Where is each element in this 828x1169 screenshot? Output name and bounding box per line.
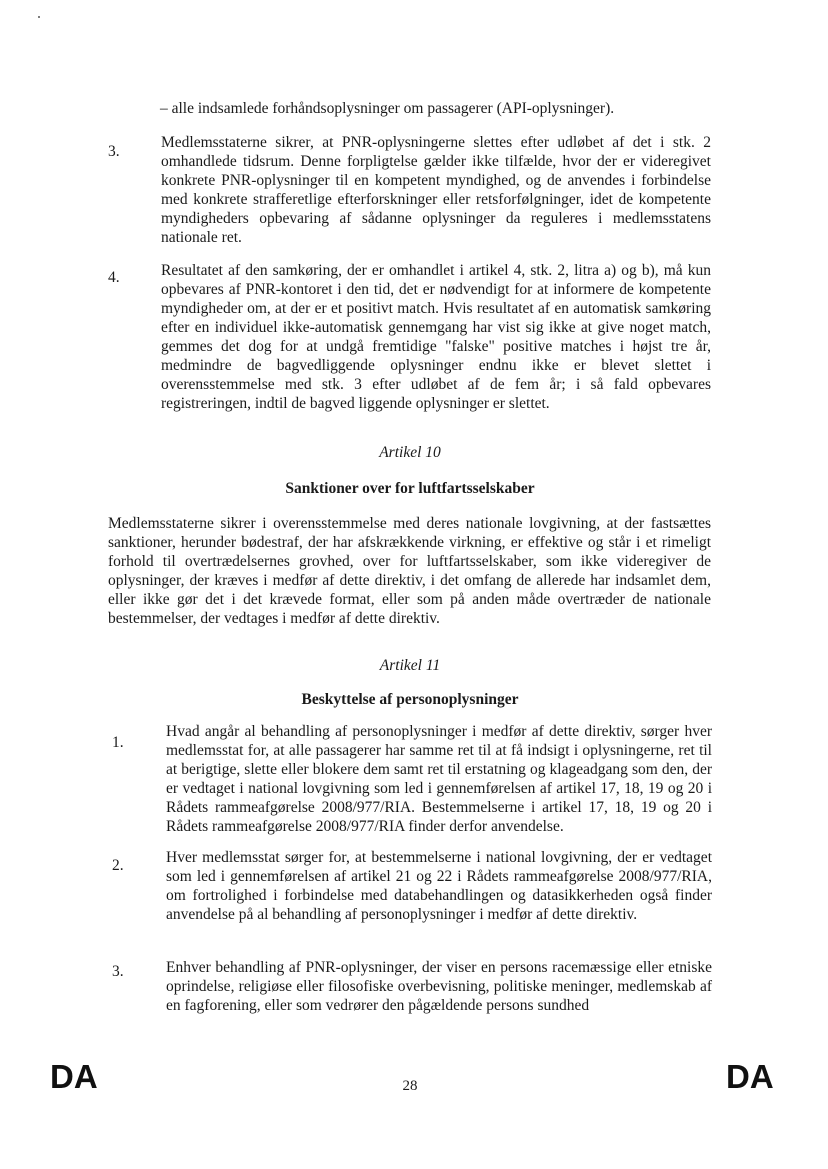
art11-para-1-number: 1. bbox=[112, 734, 124, 751]
article-10-text: Medlemsstaterne sikrer i overensstemmelse med deres nationale lovgivning, at der fastsættes sanktioner, herunder bødestraf, der har afskrækkende virkning, er effektive og står i et rimeligt forhold til overtrædelsernes grovhed, over for luftfartsselskaber, som ikke videregiver de oplysninger, der kræves i medfør af dette direktiv, i det omfang de allerede har indsamlet dem, eller ikke gør det i det krævede format, eller som på anden måde overtræder de nationale bestemmelser, der vedtages i medfør af dette direktiv. bbox=[108, 515, 711, 627]
para-3-number: 3. bbox=[108, 143, 120, 160]
scan-speck bbox=[38, 16, 40, 18]
para-4-number: 4. bbox=[108, 269, 120, 286]
art11-para-2-number: 2. bbox=[112, 857, 124, 874]
article-11-title: Artikel 11 bbox=[379, 657, 441, 674]
para-3-text: Medlemsstaterne sikrer, at PNR-oplysningerne slettes efter udløbet af det i stk. 2 omhandlede tidsrum. Denne forpligtelse gælder ikke tilfælde, hvor der er videregivet konkrete PNR-oplysninger til en kompetent myndighed, og de anvendes i forbindelse med konkrete strafferetlige efterforskninger eller retsforfølgninger, idet de kompetente myndigheders opbevaring af sådanne oplysninger da reguleres i medlemsstatens nationale ret. bbox=[161, 134, 711, 246]
art11-para-1-text: Hvad angår al behandling af personoplysninger i medfør af dette direktiv, sørger hver medlemsstat for, at alle passagerer har samme ret til at få indsigt i oplysningerne, ret til at berigtige, slette eller blokere dem samt ret til erstatning og klageadgang som den, der er vedtaget i national lovgivning som led i gennemførelsen af artikel 17, 18, 19 og 20 i Rådets rammeafgørelse 2008/977/RIA. Bestemmelserne i artikel 17, 18, 19 og 20 i Rådets rammeafgørelse 2008/977/RIA finder derfor anvendelse. bbox=[166, 723, 712, 835]
art11-para-3-number: 3. bbox=[112, 963, 124, 980]
page-number: 28 bbox=[402, 1078, 418, 1094]
para-4-text: Resultatet af den samkøring, der er omhandlet i artikel 4, stk. 2, litra a) og b), må kun opbevares af PNR-kontoret i den tid, det er nødvendigt for at informere de kompetente myndigheder om, at der er et positivt match. Hvis resultatet af en automatisk samkøring efter en individuel ikke-automatisk gennemgang har vist sig ikke at give noget match, gemmes det dog for at undgå fremtidige "falske" positive matches i højst tre år, medmindre de bagvedliggende oplysninger endnu ikke er blevet slettet i overensstemmelse med stk. 3 efter udløbet af de fem år; i så fald opbevares registreringen, indtil de bagved liggende oplysninger er slettet. bbox=[161, 262, 711, 412]
api-bullet-line: – alle indsamlede forhåndsoplysninger om passagerer (API-oplysninger). bbox=[160, 100, 615, 117]
art11-para-2-text: Hver medlemsstat sørger for, at bestemmelserne i national lovgivning, der er vedtaget som led i gennemførelsen af artikel 21 og 22 i Rådets rammeafgørelse 2008/977/RIA, om fortrolighed i forbindelse med databehandlingen og datasikkerheden også finder anvendelse på al behandling af personoplysninger i medfør af dette direktiv. bbox=[166, 849, 712, 923]
footer-language-right: DA bbox=[726, 1058, 774, 1095]
article-10-title: Artikel 10 bbox=[379, 444, 441, 461]
footer-language-left: DA bbox=[50, 1058, 98, 1095]
art11-para-3-text: Enhver behandling af PNR-oplysninger, der viser en persons racemæssige eller etniske oprindelse, religiøse eller filosofiske overbevisning, politiske meninger, medlemskab af en fagforening, eller som vedrører den pågældende persons sundhed bbox=[166, 959, 712, 1014]
article-11-heading: Beskyttelse af personoplysninger bbox=[301, 691, 519, 708]
article-10-heading: Sanktioner over for luftfartsselskaber bbox=[285, 480, 535, 497]
